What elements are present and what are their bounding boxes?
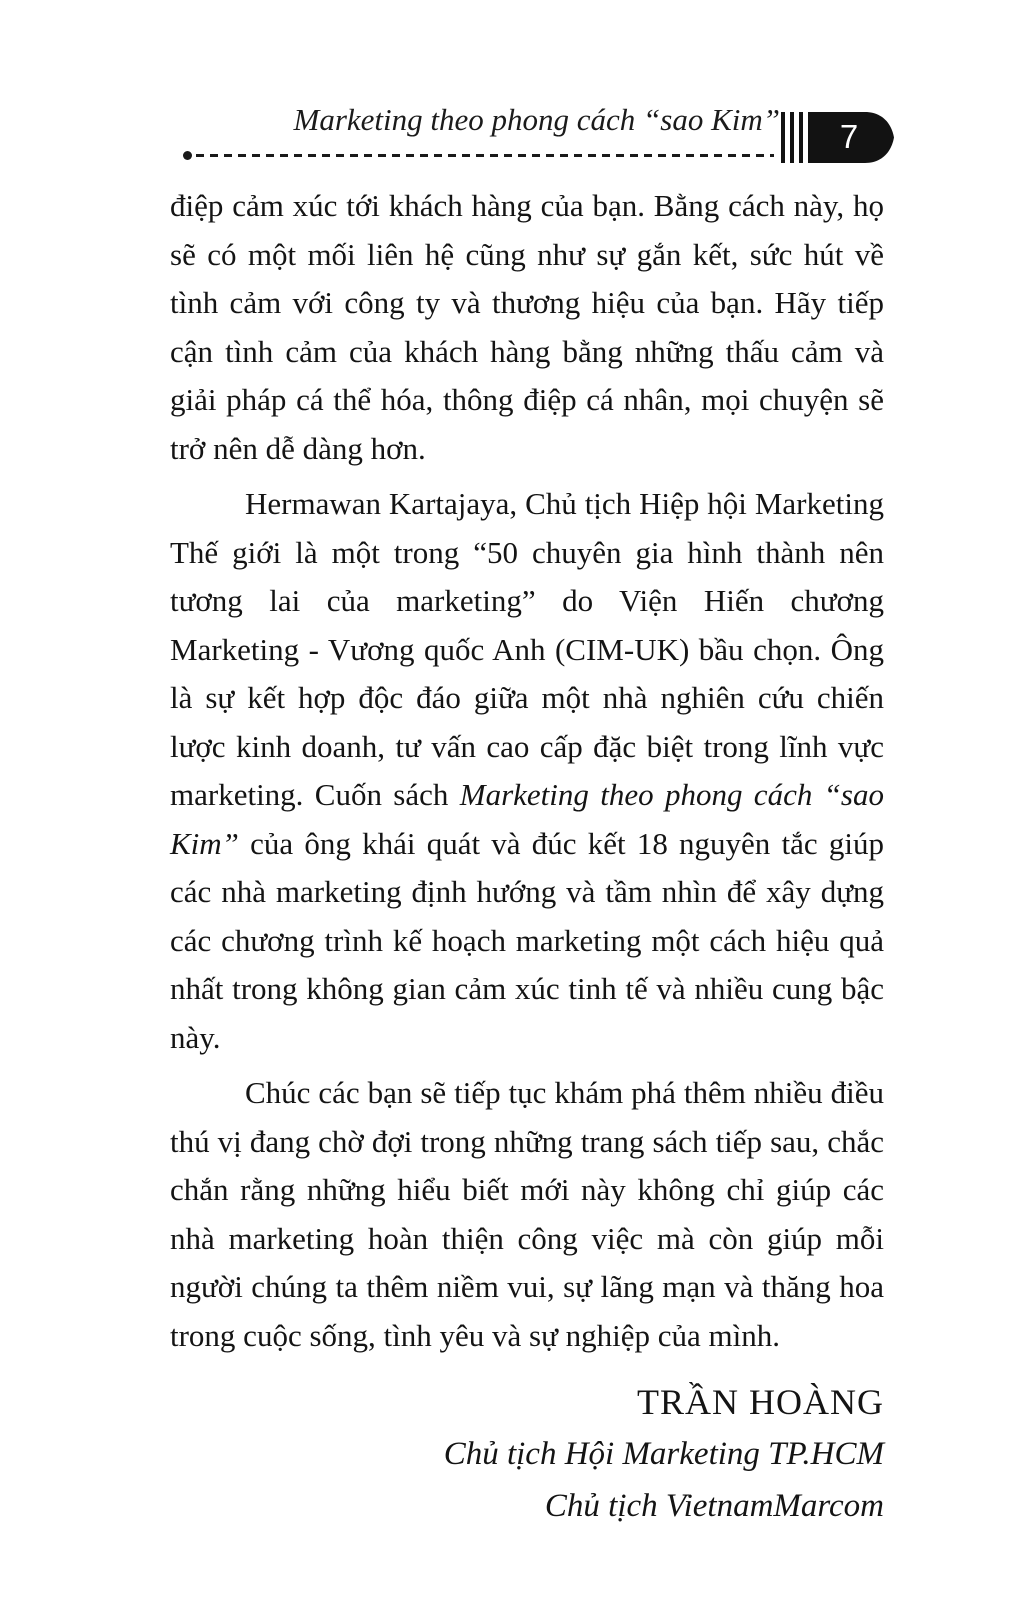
running-header-title: Marketing theo phong cách “sao Kim” (293, 102, 780, 137)
paragraph-continuation: điệp cảm xúc tới khách hàng của bạn. Bằng cách này, họ sẽ có một mối liên hệ cũng như sự gắn kết, sức hút về tình cảm với công ty và thương hiệu của bạn. Hãy tiếp cận tình cảm của khách hàng bằng những thấu cảm và giải pháp cá thể hóa, thông điệp cá nhân, mọi chuyện sẽ trở nên dễ dàng hơn. (170, 188, 884, 466)
book-title-italic: Marketing theo phong cách “sao Kim” (170, 777, 884, 861)
signature-name: TRẦN HOÀNG (637, 1382, 884, 1422)
paragraph-hermawan-text-after: của ông khái quát và đúc kết 18 nguyên tắc giúp các nhà marketing định hướng và tầm nhìn để xây dựng các chương trình kế hoạch marketing một cách hiệu quả nhất trong không gian cảm xúc tinh tế và nhiều cung bậc này. (170, 825, 884, 1055)
dashed-rule (196, 154, 774, 157)
triple-bars-icon (781, 112, 803, 163)
signature-title-vietnammarcom: Chủ tịch VietnamMarcom (544, 1488, 884, 1524)
page-number-badge (808, 112, 894, 163)
page-number: 7 (839, 117, 859, 155)
page-body (170, 182, 884, 1532)
paragraph-closing-wishes: Chúc các bạn sẽ tiếp tục khám phá thêm nhiều điều thú vị đang chờ đợi trong những trang sách tiếp sau, chắc chắn rằng những hiểu biết mới này không chỉ giúp các nhà marketing hoàn thiện công việc mà còn giúp mỗi người chúng ta thêm niềm vui, sự lãng mạn và thăng hoa trong cuộc sống, tình yêu và sự nghiệp của mình. (170, 1075, 884, 1353)
paragraph-hermawan-text-before: Hermawan Kartajaya, Chủ tịch Hiệp hội Marketing Thế giới là một trong “50 chuyên gia hình thành nên tương lai của marketing” do Viện Hiến chương Marketing - Vương quốc Anh (CIM-UK) bầu chọn. Ông là sự kết hợp độc đáo giữa một nhà nghiên cứu chiến lược kinh doanh, tư vấn cao cấp đặc biệt trong lĩnh vực marketing. Cuốn sách (170, 486, 884, 812)
signature-title-marketing-hcm: Chủ tịch Hội Marketing TP.HCM (443, 1436, 884, 1472)
signature-block (170, 1376, 884, 1532)
rule-start-dot (183, 151, 192, 160)
paragraph-hermawan (170, 480, 884, 1062)
